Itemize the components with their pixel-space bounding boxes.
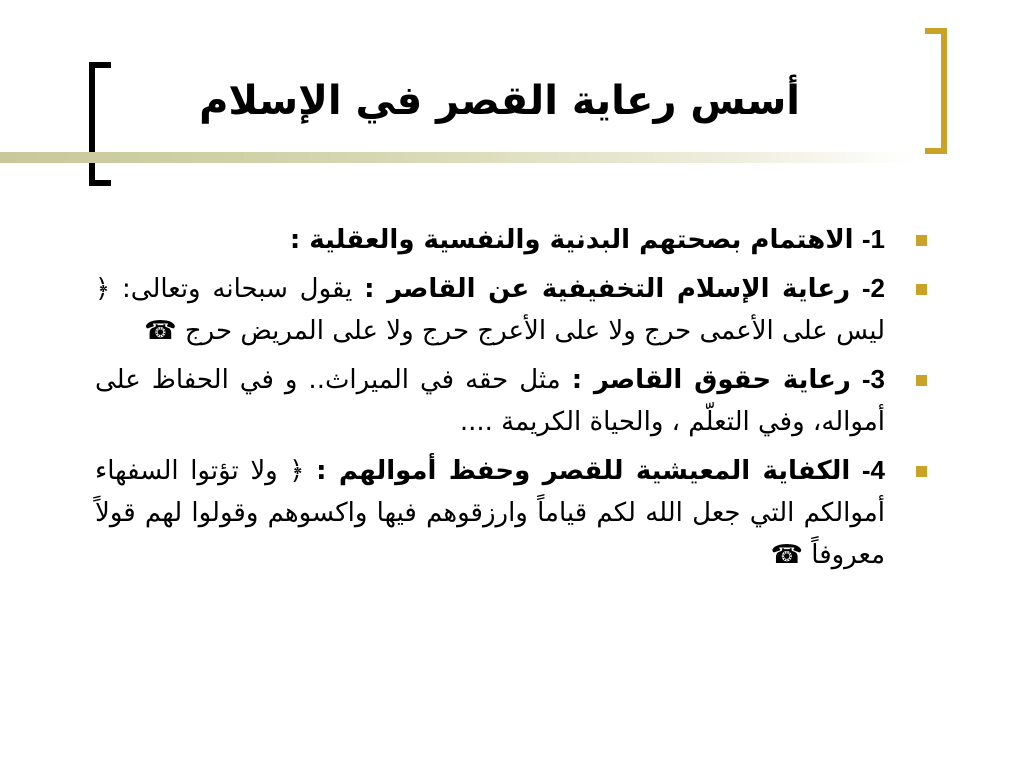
right-bracket-decoration bbox=[925, 28, 947, 154]
list-item bbox=[95, 449, 935, 576]
list-item bbox=[95, 358, 935, 443]
item-text: ﴿ ولا تؤتوا السفهاء أموالكم التي جعل الله لكم قياماً وارزقوهم فيها واكسوهم وقولوا لهم قولاً معروفاً ☎ bbox=[95, 456, 885, 570]
square-bullet-icon bbox=[916, 235, 927, 246]
bullet-list bbox=[95, 218, 935, 582]
item-text: مثل حقه في الميراث.. و في الحفاظ على أمواله، وفي التعلّم ، والحياة الكريمة .... bbox=[95, 365, 885, 437]
square-bullet-icon bbox=[916, 284, 927, 295]
item-heading: رعاية حقوق القاصر : bbox=[571, 365, 851, 395]
item-number: 3- bbox=[861, 364, 885, 394]
title-underline-rule bbox=[0, 152, 915, 163]
list-item bbox=[95, 267, 935, 352]
square-bullet-icon bbox=[916, 375, 927, 386]
item-text: يقول سبحانه وتعالى: ﴿ ليس على الأعمى حرج ولا على الأعرج حرج ولا على المريض حرج ☎ bbox=[95, 274, 885, 346]
left-bracket-decoration bbox=[89, 62, 111, 186]
item-heading: رعاية الإسلام التخفيفية عن القاصر : bbox=[364, 274, 851, 304]
item-heading: الاهتمام بصحتهم البدنية والنفسية والعقلية : bbox=[289, 225, 854, 255]
list-item bbox=[95, 218, 935, 261]
item-number: 4- bbox=[861, 455, 886, 485]
item-heading: الكفاية المعيشية للقصر وحفظ أموالهم : bbox=[316, 456, 851, 486]
square-bullet-icon bbox=[916, 466, 927, 477]
item-number: 1- bbox=[861, 224, 885, 254]
slide-title: أسس رعاية القصر في الإسلام bbox=[199, 78, 800, 124]
item-number: 2- bbox=[861, 273, 886, 303]
